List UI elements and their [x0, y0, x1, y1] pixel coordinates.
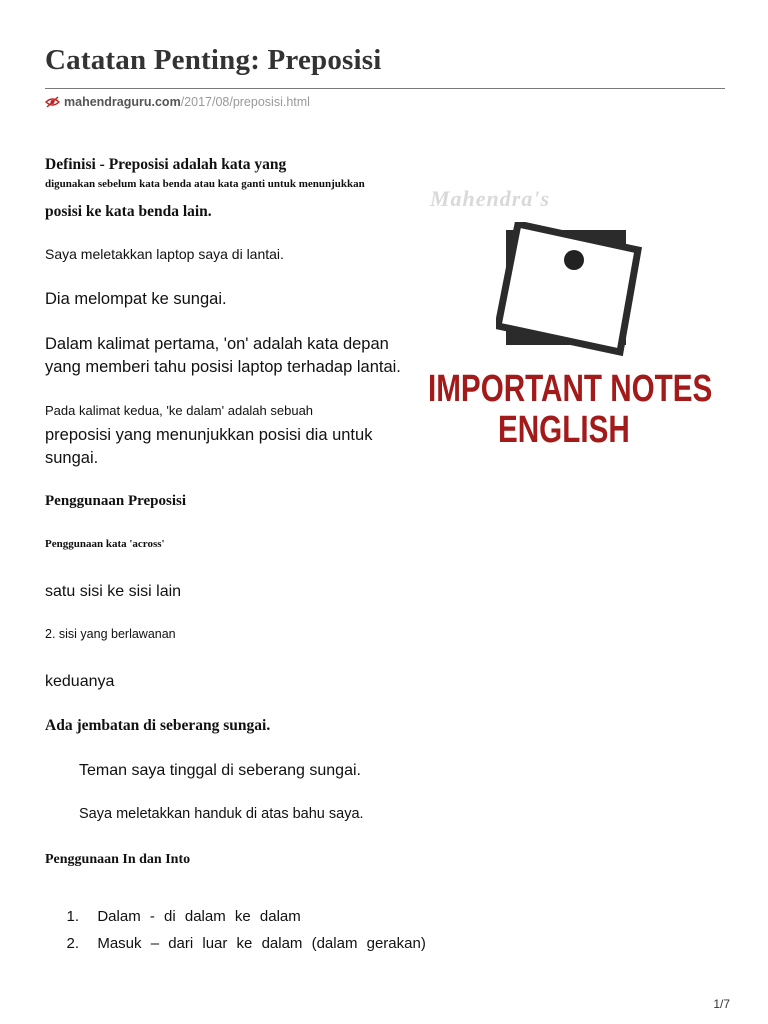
explanation-paragraph-2-rest: preposisi yang menunjukkan posisi dia untuk sungai.	[45, 426, 373, 467]
across-example-1: Ada jembatan di seberang sungai.	[45, 717, 271, 734]
in-into-list	[45, 908, 426, 962]
banner-line-1: IMPORTANT NOTES	[428, 368, 713, 410]
example-sentence-1: Saya meletakkan laptop saya di lantai.	[45, 246, 284, 262]
heading-penggunaan-preposisi: Penggunaan Preposisi	[45, 493, 186, 509]
across-example-2: Teman saya tinggal di seberang sungai.	[79, 762, 361, 779]
source-domain: mahendraguru.com	[64, 95, 181, 109]
across-meaning-3: keduanya	[45, 673, 115, 690]
subheading-across: Penggunaan kata 'across'	[45, 538, 165, 550]
list-text: Dalam - di dalam ke dalam	[97, 908, 301, 925]
definition-line-3: posisi ke kata benda lain.	[45, 203, 212, 220]
list-item	[45, 935, 426, 952]
list-number: 1.	[66, 908, 79, 925]
explanation-paragraph-2-line-1: Pada kalimat kedua, 'ke dalam' adalah sebuah	[45, 403, 314, 418]
source-path: /2017/08/preposisi.html	[180, 95, 310, 109]
page-title: Catatan Penting: Preposisi	[45, 44, 382, 76]
source-link[interactable]	[45, 95, 310, 109]
banner-line-2: ENGLISH	[498, 409, 630, 451]
title-divider	[45, 88, 725, 89]
example-sentence-2: Dia melompat ke sungai.	[45, 290, 227, 308]
list-item	[45, 908, 426, 925]
across-meaning-1: satu sisi ke sisi lain	[45, 583, 182, 600]
explanation-paragraph-1: Dalam kalimat pertama, 'on' adalah kata depan yang memberi tahu posisi laptop terhadap lantai.	[45, 335, 401, 376]
watermark-logo: Mahendra's	[430, 186, 551, 211]
definition-line-1: Definisi - Preposisi adalah kata yang	[45, 156, 287, 173]
sticky-note-icon	[496, 222, 646, 357]
across-meaning-2: 2. sisi yang berlawanan	[45, 627, 176, 641]
list-number: 2.	[66, 935, 79, 952]
list-text: Masuk – dari luar ke dalam (dalam gerakan)	[97, 935, 426, 952]
across-example-3: Saya meletakkan handuk di atas bahu saya.	[79, 806, 364, 822]
page-number: 1/7	[713, 997, 730, 1011]
link-icon	[45, 96, 60, 108]
heading-in-into: Penggunaan In dan Into	[45, 852, 191, 867]
definition-line-2: digunakan sebelum kata benda atau kata ganti untuk menunjukkan	[45, 178, 365, 190]
